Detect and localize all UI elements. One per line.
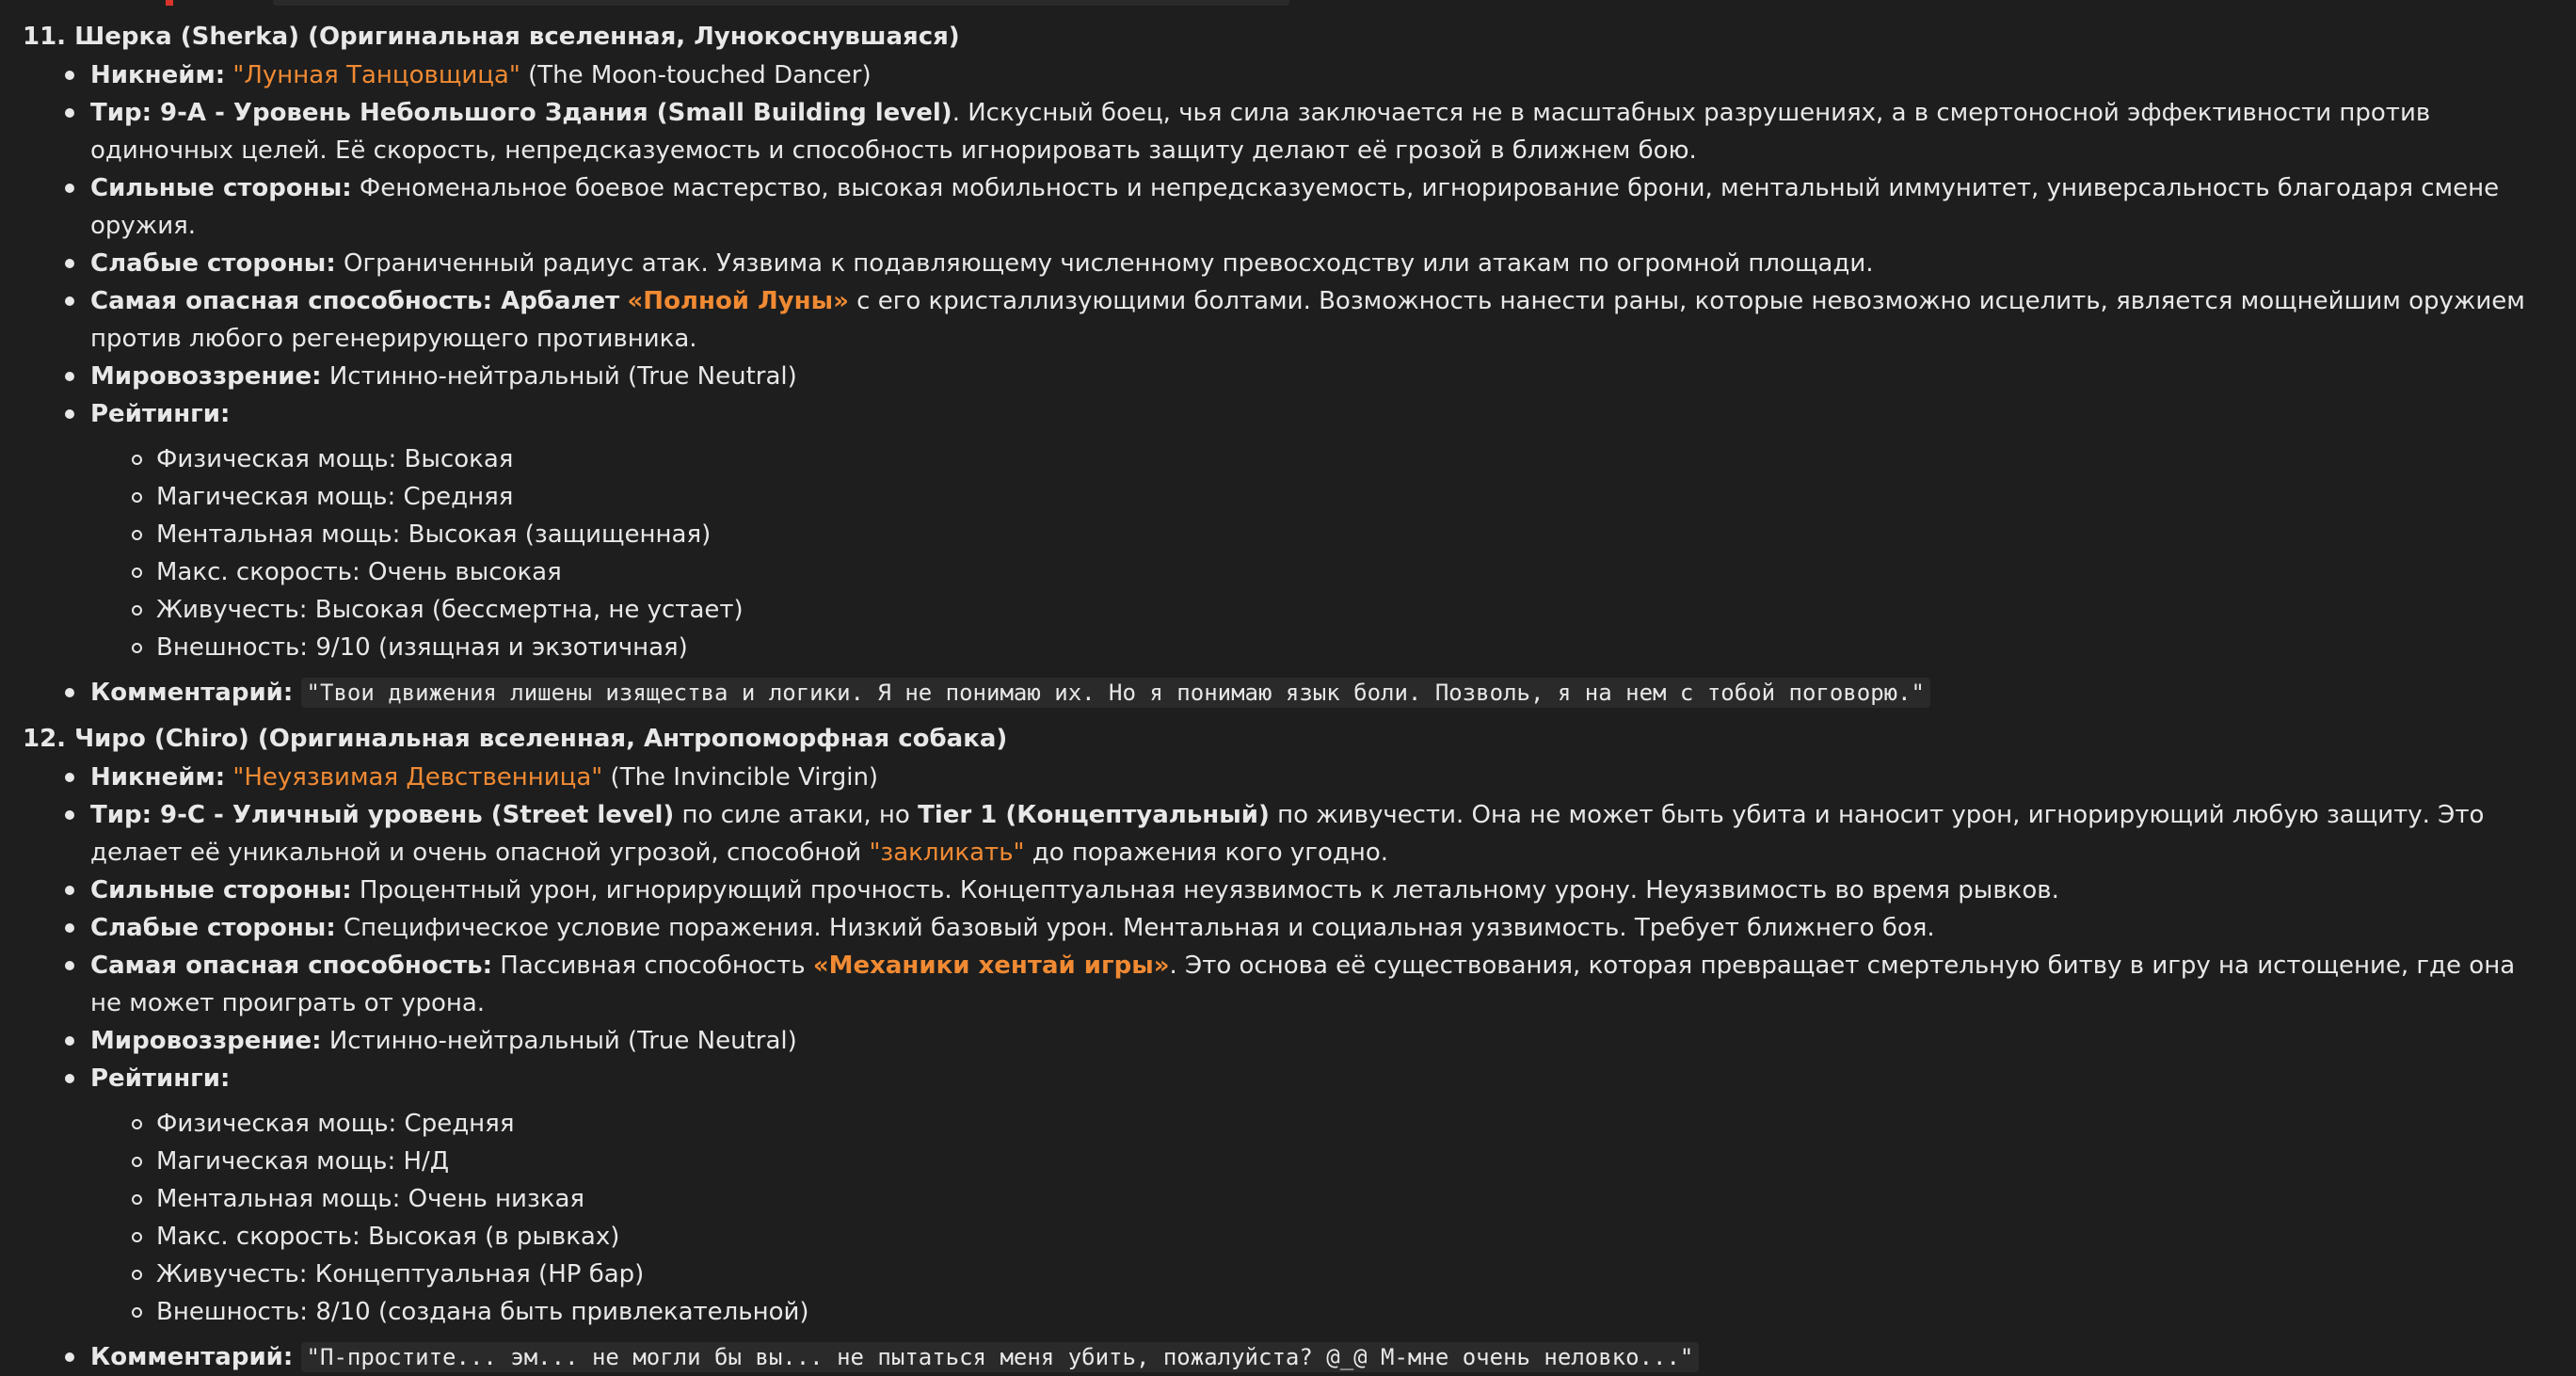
rating-item: Физическая мощь: Высокая xyxy=(90,440,2538,478)
tier-label: Тир: 9-C - Уличный уровень (Street level) xyxy=(90,801,675,829)
rating-item: Ментальная мощь: Высокая (защищенная) xyxy=(90,516,2538,553)
ratings-list xyxy=(90,440,2538,666)
ratings-list xyxy=(90,1105,2538,1331)
ability-text: с его кристаллизующими болтами. Возможность нанести раны, которые невозможно исцелить, является мощнейшим оружием против любого регенерирующего противника. xyxy=(90,287,2525,353)
weaknesses-label: Слабые стороны: xyxy=(90,914,336,942)
tier-label: Тир: 9-A - Уровень Небольшого Здания (Small Building level) xyxy=(90,99,952,127)
alignment-label: Мировоззрение: xyxy=(90,1027,322,1055)
weaknesses-text: Ограниченный радиус атак. Уязвима к подавляющему численному превосходству или атакам по огромной площади. xyxy=(343,249,1874,278)
rating-item: Магическая мощь: Средняя xyxy=(90,478,2538,516)
comment-code: "Твои движения лишены изящества и логики. Я не понимаю их. Но я понимаю язык боли. Позволь, я на нем с тобой поговорю." xyxy=(301,678,1930,708)
tier-text: по силе атаки, но xyxy=(681,801,910,829)
ability-highlight: «Полной Луны» xyxy=(627,287,849,315)
weaknesses-item xyxy=(0,245,2576,282)
ability-highlight: «Механики хентай игры» xyxy=(812,952,1170,980)
tier-label-secondary: Tier 1 (Концептуальный) xyxy=(918,801,1270,829)
rating-item: Живучесть: Высокая (бессмертна, не устает) xyxy=(90,591,2538,629)
strengths-text: Феноменальное боевое мастерство, высокая мобильность и непредсказуемость, игнорирование брони, ментальный иммунитет, универсальность благодаря смене оружия. xyxy=(90,174,2500,240)
nickname-translation: (The Moon-touched Dancer) xyxy=(528,61,872,89)
ability-label: Самая опасная способность: xyxy=(90,952,493,980)
strengths-text: Процентный урон, игнорирующий прочность. Концептуальная неуязвимость к летальному урону. Неуязвимость во время рывков. xyxy=(359,876,2059,904)
ability-item xyxy=(0,282,2576,358)
message-content xyxy=(0,17,2576,1376)
ratings-label: Рейтинги: xyxy=(90,400,231,428)
ability-item xyxy=(0,947,2576,1022)
comment-label: Комментарий: xyxy=(90,1343,294,1371)
rating-item: Физическая мощь: Средняя xyxy=(90,1105,2538,1143)
alignment-item xyxy=(0,358,2576,395)
nickname-item xyxy=(0,56,2576,94)
ratings-item xyxy=(0,395,2576,666)
tier-highlight: "закликать" xyxy=(869,839,1025,867)
strengths-item xyxy=(0,872,2576,909)
nickname-value: "Неуязвимая Девственница" xyxy=(232,763,603,792)
weaknesses-item xyxy=(0,909,2576,947)
entry-details-list xyxy=(0,759,2576,1376)
ability-label: Самая опасная способность: Арбалет xyxy=(90,287,620,315)
comment-code: "П-простите... эм... не могли бы вы... не пытаться меня убить, пожалуйста? @_@ М-мне очень неловко..." xyxy=(301,1342,1700,1372)
nickname-label: Никнейм: xyxy=(90,61,226,89)
alignment-label: Мировоззрение: xyxy=(90,362,322,391)
previous-content-fragment xyxy=(0,0,2576,8)
alignment-item xyxy=(0,1022,2576,1060)
nickname-translation: (The Invincible Virgin) xyxy=(610,763,879,792)
rating-item: Внешность: 9/10 (изящная и экзотичная) xyxy=(90,629,2538,666)
rating-item: Макс. скорость: Высокая (в рывках) xyxy=(90,1218,2538,1256)
tier-text: до поражения кого угодно. xyxy=(1032,839,1389,867)
nickname-label: Никнейм: xyxy=(90,763,226,792)
tier-item xyxy=(0,796,2576,872)
comment-item xyxy=(0,674,2576,712)
ratings-label: Рейтинги: xyxy=(90,1064,231,1093)
previous-code-span xyxy=(273,0,1289,6)
rating-item: Живучесть: Концептуальная (HP бар) xyxy=(90,1256,2538,1293)
entry-heading: 12. Чиро (Chiro) (Оригинальная вселенная, Антропоморфная собака) xyxy=(23,725,1008,753)
comment-label: Комментарий: xyxy=(90,679,294,707)
nickname-value: "Лунная Танцовщица" xyxy=(232,61,520,89)
strengths-label: Сильные стороны: xyxy=(90,174,352,202)
alignment-text: Истинно-нейтральный (True Neutral) xyxy=(328,1027,797,1055)
tier-text: . Искусный боец, чья сила заключается не в масштабных разрушениях, а в смертоносной эффективности против одиночных целей. Её скорость, непредсказуемость и способность игнорировать защиту делают её грозой в ближнем бою. xyxy=(90,99,2431,165)
tier-item xyxy=(0,94,2576,169)
weaknesses-label: Слабые стороны: xyxy=(90,249,336,278)
previous-highlight-mark xyxy=(166,0,173,6)
entry-details-list xyxy=(0,56,2576,712)
comment-item xyxy=(0,1338,2576,1376)
strengths-item xyxy=(0,169,2576,245)
nickname-item xyxy=(0,759,2576,796)
rating-item: Ментальная мощь: Очень низкая xyxy=(90,1180,2538,1218)
entry-heading: 11. Шерка (Sherka) (Оригинальная вселенная, Лунокоснувшаяся) xyxy=(23,23,960,51)
rating-item: Магическая мощь: Н/Д xyxy=(90,1143,2538,1180)
ratings-item xyxy=(0,1060,2576,1331)
alignment-text: Истинно-нейтральный (True Neutral) xyxy=(328,362,797,391)
rating-item: Внешность: 8/10 (создана быть привлекательной) xyxy=(90,1293,2538,1331)
strengths-label: Сильные стороны: xyxy=(90,876,352,904)
rating-item: Макс. скорость: Очень высокая xyxy=(90,553,2538,591)
tier-text: по живучести. Она не может быть убита и наносит урон, игнорирующий любую защиту. Это делает её уникальной и очень опасной угрозой, способной xyxy=(90,801,2485,867)
ability-text: Пассивная способность xyxy=(500,952,806,980)
weaknesses-text: Специфическое условие поражения. Низкий базовый урон. Ментальная и социальная уязвимость. Требует ближнего боя. xyxy=(343,914,1935,942)
ability-text: . Это основа её существования, которая превращает смертельную битву в игру на истощение, где она не может проиграть от урона. xyxy=(90,952,2516,1017)
